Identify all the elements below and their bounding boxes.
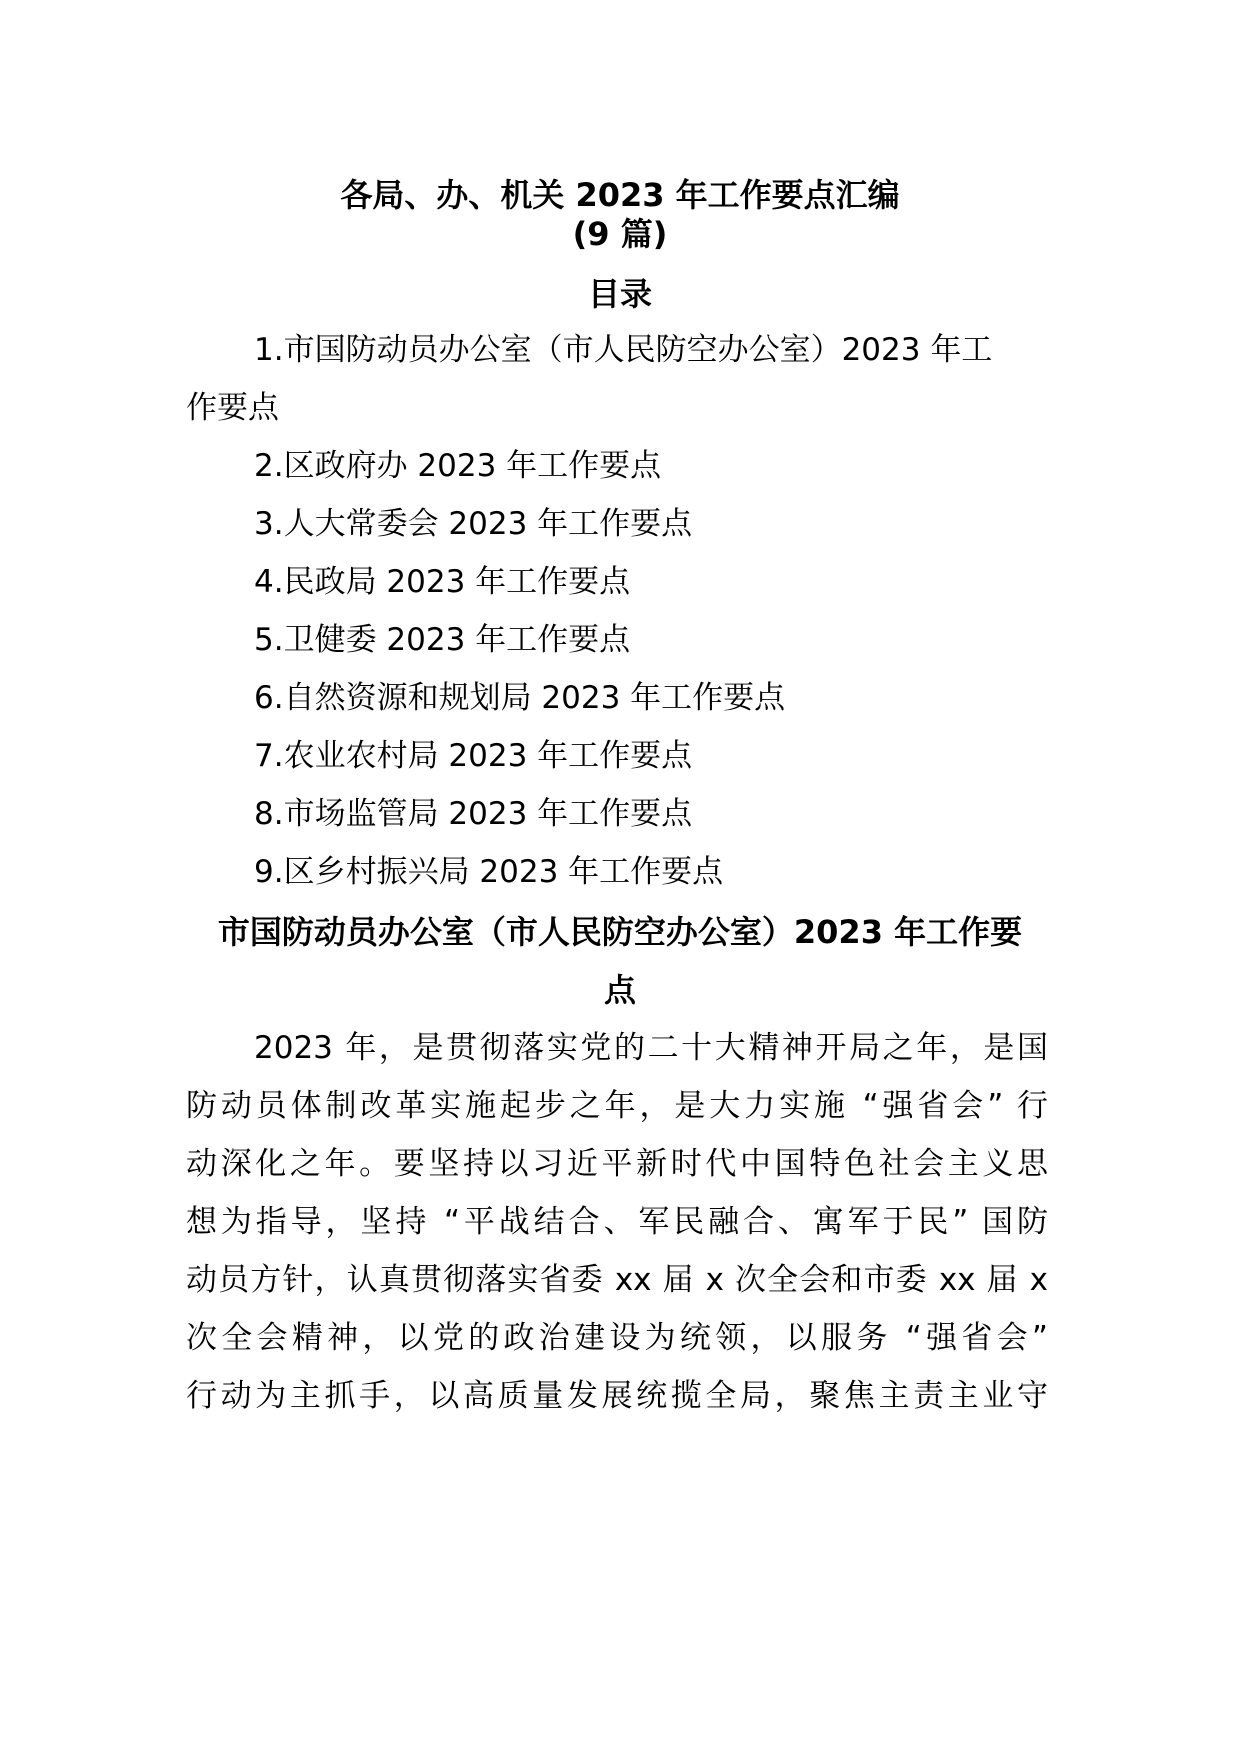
body-line-5: 动员方针，认真贯彻落实省委 xx 届 x 次全会和市委 xx 届 x xyxy=(186,1262,1048,1298)
toc-item-4: 4.民政局 2023 年工作要点 xyxy=(254,564,631,600)
toc-item-2: 2.区政府办 2023 年工作要点 xyxy=(254,448,662,484)
section-title-continued: 点 xyxy=(603,971,636,1009)
toc-item-8: 8.市场监管局 2023 年工作要点 xyxy=(254,796,693,832)
toc-item-7: 7.农业农村局 2023 年工作要点 xyxy=(254,738,693,774)
body-line-2: 防动员体制改革实施起步之年，是大力实施 “强省会” 行 xyxy=(186,1088,1048,1124)
toc-item-1-continued: 作要点 xyxy=(186,390,279,426)
toc-heading: 目录 xyxy=(587,275,652,313)
section-title: 市国防动员办公室（市人民防空办公室）2023 年工作要 xyxy=(217,913,1023,951)
body-line-7: 行动为主抓手，以高质量发展统揽全局，聚焦主责主业守 xyxy=(186,1378,1048,1414)
toc-item-3: 3.人大常委会 2023 年工作要点 xyxy=(254,506,693,542)
body-line-3: 动深化之年。要坚持以习近平新时代中国特色社会主义思 xyxy=(186,1146,1048,1182)
body-line-6: 次全会精神，以党的政治建设为统领，以服务 “强省会” xyxy=(186,1320,1048,1356)
toc-item-1: 1.市国防动员办公室（市人民防空办公室）2023 年工 xyxy=(254,332,993,368)
toc-item-9: 9.区乡村振兴局 2023 年工作要点 xyxy=(254,854,724,890)
toc-item-5: 5.卫健委 2023 年工作要点 xyxy=(254,622,631,658)
body-line-1: 2023 年，是贯彻落实党的二十大精神开局之年，是国 xyxy=(254,1030,1048,1066)
toc-item-6: 6.自然资源和规划局 2023 年工作要点 xyxy=(254,680,786,716)
body-line-4: 想为指导，坚持 “平战结合、军民融合、寓军于民” 国防 xyxy=(186,1204,1048,1240)
document-subtitle-count: (9 篇) xyxy=(572,215,668,253)
document-title: 各局、办、机关 2023 年工作要点汇编 xyxy=(340,176,900,214)
